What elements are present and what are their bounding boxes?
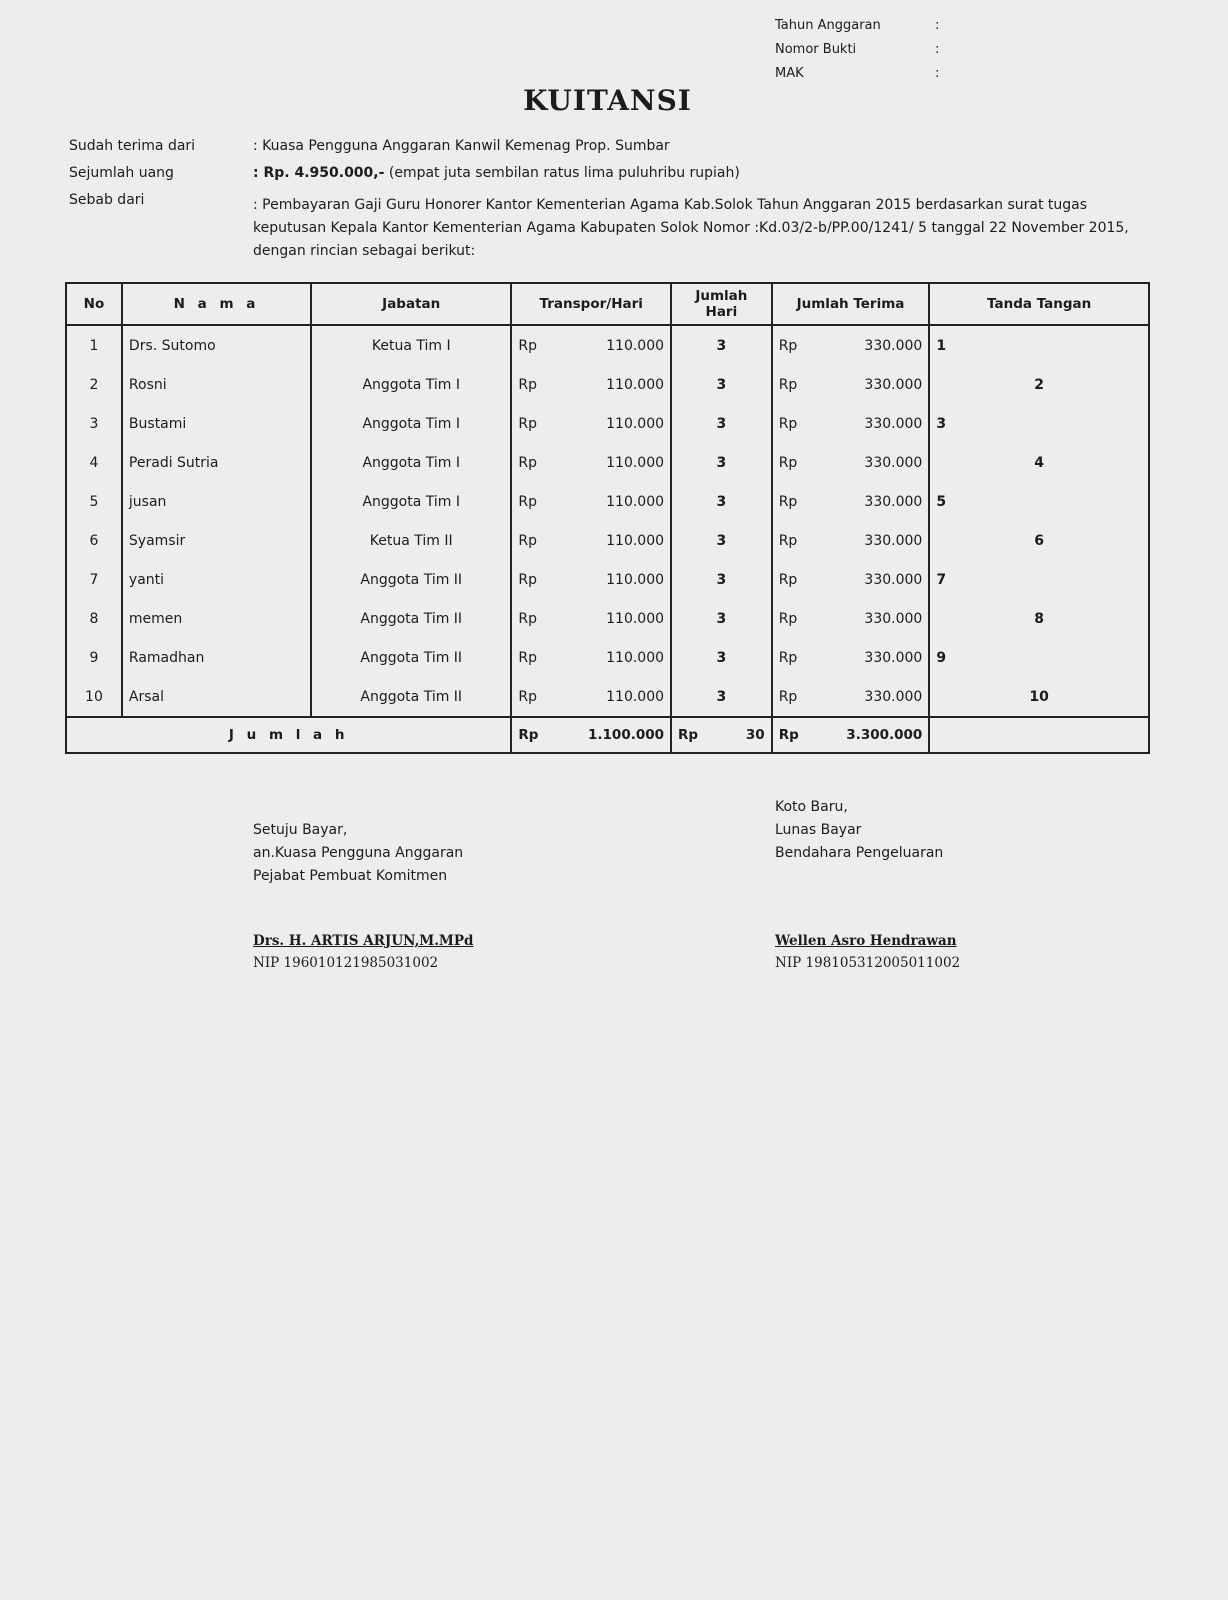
- cell-signature: 4: [929, 443, 1149, 482]
- cell-no: 1: [66, 325, 122, 365]
- terima-value: 330.000: [864, 493, 923, 510]
- cell-hari: 3: [671, 599, 772, 638]
- signature-block-left: [253, 796, 474, 971]
- meta-label: MAK: [775, 66, 804, 81]
- cell-transpor: [511, 599, 671, 638]
- sig-left-line1: Setuju Bayar,: [253, 822, 348, 838]
- cell-terima: [772, 325, 930, 365]
- col-header-jabatan: Jabatan: [311, 283, 511, 325]
- cell-transpor: [511, 325, 671, 365]
- receipt-info: [69, 135, 1149, 267]
- cell-transpor: [511, 482, 671, 521]
- cell-signature: 8: [929, 599, 1149, 638]
- table-row: [66, 599, 1149, 638]
- cell-jabatan: Anggota Tim I: [311, 443, 511, 482]
- col-header-no: No: [66, 283, 122, 325]
- cell-transpor: [511, 365, 671, 404]
- transpor-value: 110.000: [606, 376, 665, 393]
- cell-hari: 3: [671, 325, 772, 365]
- total-transpor-value: 1.100.000: [588, 727, 665, 743]
- cell-hari: 3: [671, 365, 772, 404]
- currency-label: Rp: [518, 688, 538, 705]
- cell-jabatan: Anggota Tim I: [311, 365, 511, 404]
- currency-label: Rp: [518, 415, 538, 432]
- table-row: [66, 325, 1149, 365]
- info-label: Sebab dari: [69, 192, 145, 208]
- terima-value: 330.000: [864, 688, 923, 705]
- cell-transpor: [511, 638, 671, 677]
- transpor-value: 110.000: [606, 493, 665, 510]
- sig-right-line3: Bendahara Pengeluaran: [775, 845, 944, 861]
- meta-row-mak: [775, 62, 939, 86]
- currency-label: Rp: [518, 493, 538, 510]
- table-row: [66, 560, 1149, 599]
- cell-hari: 3: [671, 560, 772, 599]
- sig-left-spacer: [253, 796, 463, 819]
- cell-transpor: [511, 560, 671, 599]
- cell-terima: [772, 560, 930, 599]
- cell-no: 3: [66, 404, 122, 443]
- cell-jabatan: Ketua Tim I: [311, 325, 511, 365]
- total-transpor: [511, 717, 671, 753]
- transpor-value: 110.000: [606, 649, 665, 666]
- cell-nama: yanti: [122, 560, 311, 599]
- cell-nama: Syamsir: [122, 521, 311, 560]
- cell-signature: 2: [929, 365, 1149, 404]
- cell-no: 7: [66, 560, 122, 599]
- currency-label: Rp: [518, 571, 538, 588]
- cell-jabatan: Anggota Tim II: [311, 560, 511, 599]
- total-terima-value: 3.300.000: [846, 727, 923, 743]
- transpor-value: 110.000: [606, 571, 665, 588]
- terima-value: 330.000: [864, 337, 923, 354]
- terima-value: 330.000: [864, 610, 923, 627]
- transpor-value: 110.000: [606, 415, 665, 432]
- cell-hari: 3: [671, 482, 772, 521]
- cell-terima: [772, 521, 930, 560]
- info-value: : Kuasa Pengguna Anggaran Kanwil Kemenag Prop. Sumbar: [253, 138, 670, 154]
- cell-no: 5: [66, 482, 122, 521]
- table-row: [66, 365, 1149, 404]
- info-row-received-from: [69, 135, 1149, 158]
- transpor-value: 110.000: [606, 337, 665, 354]
- cell-terima: [772, 599, 930, 638]
- cell-no: 6: [66, 521, 122, 560]
- cell-hari: 3: [671, 443, 772, 482]
- cell-no: 10: [66, 677, 122, 717]
- cell-nama: jusan: [122, 482, 311, 521]
- sig-right-line1: Koto Baru,: [775, 799, 848, 815]
- header-meta: [775, 14, 939, 86]
- total-terima: [772, 717, 930, 753]
- cell-transpor: [511, 521, 671, 560]
- currency-label: Rp: [778, 415, 798, 432]
- sig-left-name: Drs. H. ARTIS ARJUN,M.MPd: [253, 933, 474, 949]
- cell-terima: [772, 677, 930, 717]
- currency-label: Rp: [518, 337, 538, 354]
- currency-label: Rp: [518, 532, 538, 549]
- currency-label: Rp: [778, 571, 798, 588]
- transpor-value: 110.000: [606, 454, 665, 471]
- cell-jabatan: Anggota Tim II: [311, 599, 511, 638]
- meta-label: Tahun Anggaran: [775, 18, 881, 33]
- transpor-value: 110.000: [606, 532, 665, 549]
- info-row-cause: [69, 189, 1149, 263]
- cell-terima: [772, 482, 930, 521]
- document-title: KUITANSI: [523, 84, 692, 117]
- sig-right-nip: NIP 198105312005011002: [775, 955, 961, 971]
- currency-label: Rp: [518, 610, 538, 627]
- table-header-row: [66, 283, 1149, 325]
- table-row: [66, 482, 1149, 521]
- currency-label: Rp: [778, 610, 798, 627]
- cell-terima: [772, 638, 930, 677]
- cell-signature: 7: [929, 560, 1149, 599]
- col-header-nama: N a m a: [122, 283, 311, 325]
- cell-jabatan: Anggota Tim II: [311, 638, 511, 677]
- table-row: [66, 677, 1149, 717]
- sig-right-line2: Lunas Bayar: [775, 822, 862, 838]
- cell-hari: 3: [671, 404, 772, 443]
- cell-hari: 3: [671, 638, 772, 677]
- cell-nama: Rosni: [122, 365, 311, 404]
- cell-transpor: [511, 443, 671, 482]
- cell-terima: [772, 365, 930, 404]
- cell-nama: Drs. Sutomo: [122, 325, 311, 365]
- cell-terima: [772, 443, 930, 482]
- cell-hari: 3: [671, 521, 772, 560]
- col-header-transpor: Transpor/Hari: [511, 283, 671, 325]
- sig-right-name: Wellen Asro Hendrawan: [775, 933, 957, 949]
- info-value: : Pembayaran Gaji Guru Honorer Kantor Kementerian Agama Kab.Solok Tahun Anggaran 2015 berdasarkan surat tugas keputusan Kepala Kantor Kementerian Agama Kabupaten Solok Nomor :Kd.03/2-b/PP.00/1241/ 5 tanggal 22 November 2015, dengan rincian sebagai berikut:: [253, 197, 1129, 259]
- currency-label: Rp: [518, 376, 538, 393]
- currency-label: Rp: [778, 454, 798, 471]
- table-row: [66, 521, 1149, 560]
- cell-transpor: [511, 677, 671, 717]
- col-header-tanda-tangan: Tanda Tangan: [929, 283, 1149, 325]
- sig-left-line2: an.Kuasa Pengguna Anggaran: [253, 845, 464, 861]
- terima-value: 330.000: [864, 415, 923, 432]
- meta-row-tahun-anggaran: [775, 14, 939, 38]
- terima-value: 330.000: [864, 376, 923, 393]
- meta-label: Nomor Bukti: [775, 42, 857, 57]
- cell-jabatan: Anggota Tim I: [311, 404, 511, 443]
- cell-no: 2: [66, 365, 122, 404]
- terima-value: 330.000: [864, 532, 923, 549]
- cell-jabatan: Anggota Tim I: [311, 482, 511, 521]
- currency-label: Rp: [518, 727, 539, 743]
- cell-signature: 9: [929, 638, 1149, 677]
- currency-label: Rp: [778, 727, 799, 743]
- table-row: [66, 404, 1149, 443]
- cell-jabatan: Anggota Tim II: [311, 677, 511, 717]
- cell-nama: Arsal: [122, 677, 311, 717]
- currency-label: Rp: [778, 493, 798, 510]
- cell-signature: 10: [929, 677, 1149, 717]
- terima-value: 330.000: [864, 649, 923, 666]
- info-row-amount: [69, 162, 1149, 185]
- signature-block-right: [775, 796, 961, 971]
- meta-sep: :: [935, 42, 940, 57]
- info-label: Sejumlah uang: [69, 165, 174, 181]
- table-total-row: [66, 717, 1149, 753]
- currency-label: Rp: [518, 454, 538, 471]
- cell-signature: 5: [929, 482, 1149, 521]
- currency-label: Rp: [778, 688, 798, 705]
- cell-no: 9: [66, 638, 122, 677]
- transpor-value: 110.000: [606, 610, 665, 627]
- cell-hari: 3: [671, 677, 772, 717]
- currency-label: Rp: [778, 649, 798, 666]
- cell-jabatan: Ketua Tim II: [311, 521, 511, 560]
- sig-left-nip: NIP 196010121985031002: [253, 955, 439, 971]
- cell-signature: 3: [929, 404, 1149, 443]
- currency-label: Rp: [778, 532, 798, 549]
- total-label: J u m l a h: [66, 717, 511, 753]
- cell-nama: Ramadhan: [122, 638, 311, 677]
- col-header-jumlah-hari: Jumlah Hari: [671, 283, 772, 325]
- table-row: [66, 443, 1149, 482]
- terima-value: 330.000: [864, 454, 923, 471]
- sig-left-line3: Pejabat Pembuat Komitmen: [253, 868, 448, 884]
- cell-no: 8: [66, 599, 122, 638]
- amount-figure: : Rp. 4.950.000,-: [253, 165, 385, 181]
- total-hari: [671, 717, 772, 753]
- cell-nama: memen: [122, 599, 311, 638]
- info-label: Sudah terima dari: [69, 138, 196, 154]
- cell-signature: 1: [929, 325, 1149, 365]
- cell-signature: 6: [929, 521, 1149, 560]
- currency-label: Rp: [778, 337, 798, 354]
- terima-value: 330.000: [864, 571, 923, 588]
- col-header-jumlah-terima: Jumlah Terima: [772, 283, 930, 325]
- cell-nama: Bustami: [122, 404, 311, 443]
- amount-words: (empat juta sembilan ratus lima puluhribu rupiah): [384, 165, 740, 181]
- payment-table: [65, 282, 1150, 754]
- currency-label: Rp: [778, 376, 798, 393]
- cell-terima: [772, 404, 930, 443]
- cell-no: 4: [66, 443, 122, 482]
- currency-label: Rp: [518, 649, 538, 666]
- transpor-value: 110.000: [606, 688, 665, 705]
- cell-transpor: [511, 404, 671, 443]
- meta-row-nomor-bukti: [775, 38, 939, 62]
- info-value: [253, 162, 1149, 185]
- meta-sep: :: [935, 18, 940, 33]
- meta-sep: :: [935, 66, 940, 81]
- total-signature: [929, 717, 1149, 753]
- cell-nama: Peradi Sutria: [122, 443, 311, 482]
- currency-label: Rp: [678, 727, 699, 743]
- table-row: [66, 638, 1149, 677]
- total-hari-value: 30: [745, 727, 765, 743]
